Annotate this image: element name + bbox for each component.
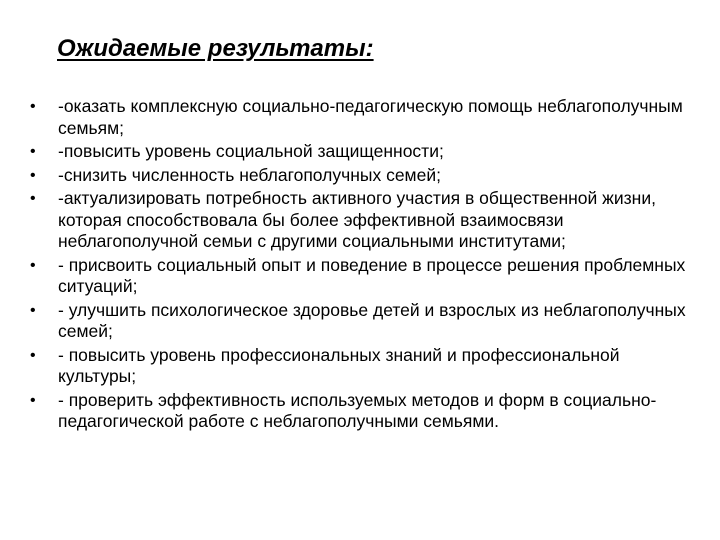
- list-item-text: - повысить уровень профессиональных знаний и профессиональной культуры;: [58, 344, 620, 386]
- bullet-icon: •: [30, 256, 36, 274]
- list-item-text: -оказать комплексную социально-педагогическую помощь неблагополучным семьям;: [58, 96, 683, 138]
- list-item: [30, 345, 690, 388]
- list-item-text: -актуализировать потребность активного участия в общественной жизни, которая способствовала бы более эффективной взаимосвязи неблагополучной семьи с другими социальными институтами;: [58, 188, 656, 251]
- bullet-icon: •: [30, 98, 36, 115]
- list-item-text: - присвоить социальный опыт и поведение в процессе решения проблемных ситуаций;: [58, 254, 686, 296]
- bullet-icon: •: [30, 143, 36, 160]
- results-list: [30, 96, 690, 435]
- list-item-text: -снизить численность неблагополучных семей;: [58, 164, 441, 185]
- list-item: [30, 188, 690, 253]
- bullet-icon: •: [30, 346, 36, 364]
- list-item: [30, 165, 690, 187]
- list-item-text: -повысить уровень социальной защищенности;: [58, 141, 444, 161]
- list-item: [30, 300, 690, 343]
- list-item: [30, 141, 690, 163]
- bullet-icon: •: [30, 166, 36, 184]
- list-item-text: - улучшить психологическое здоровье детей и взрослых из неблагополучных семей;: [58, 299, 686, 341]
- list-item: [30, 96, 690, 139]
- list-item-text: - проверить эффективность используемых методов и форм в социально-педагогической работе с неблагополучными семьями.: [58, 389, 657, 431]
- list-item: [30, 255, 690, 298]
- bullet-icon: •: [30, 190, 36, 207]
- slide-title: Ожидаемые результаты:: [57, 35, 374, 62]
- list-item: [30, 390, 690, 433]
- bullet-icon: •: [30, 301, 36, 319]
- bullet-icon: •: [30, 391, 36, 409]
